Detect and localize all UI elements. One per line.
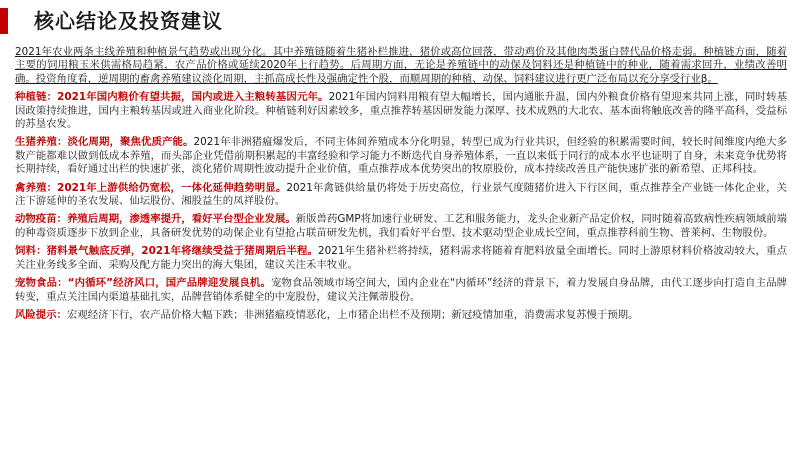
section-label: 生猪养殖：	[15, 136, 68, 149]
section-label: 风险提示：	[15, 308, 67, 321]
title-bar	[0, 0, 800, 40]
page-title: 核心结论及投资建议	[34, 9, 223, 33]
section-headline: 2021年国内粮价有望共振，国内或进入主粮转基因元年。	[57, 91, 329, 104]
report-body	[15, 46, 787, 327]
section-headline: 淡化周期，聚焦优质产能。	[67, 136, 194, 149]
section-headline: 养殖后周期，渗透率提升，看好平台型企业发展。	[67, 213, 296, 226]
section-headline: “内循环”经济风口，国产品牌迎发展良机。	[67, 277, 271, 290]
section-text: 2021年非洲猪瘟爆发后，不同主体间养殖成本分化明显，转型已成为行业共识，但经验的积累需要时间，较长时间维度内绝大多数产能都难以做到低成本养殖，而头部企业凭借前期积累起的丰富经验和学习能力不断迭代自身养殖体系，一直以来低于同行的成本水平也证明了自身，未来竞争优势将长期持续，看好通过出栏的快速扩张，淡化猪价周期性波动提升企业价值，重点推荐成本优势突出的牧原股份，成本持续改善且产能快速扩张的新希望、正邦科技。	[15, 136, 788, 176]
section-headline: 2021年上游供给仍宽松，一体化延伸趋势明显。	[57, 181, 287, 194]
section-label: 动物疫苗：	[15, 213, 67, 226]
title-accent-bar	[0, 8, 8, 34]
section-animal-vaccine	[15, 213, 787, 240]
section-pet-food	[15, 277, 787, 304]
section-poultry	[15, 182, 787, 209]
section-text: 新版兽药GMP将加速行业研发、工艺和服务能力，龙头企业新产品定价权，同时随着高致病性疾病领域前端的种毒资质逐步下放到企业，具备研发优势的动保企业有望抢占联苗研发先机，我们看好平台型、技术驱动型企业成长空间，重点推荐科前生物、普莱柯、生物股份。	[15, 213, 788, 239]
section-label: 饲料：	[15, 245, 47, 258]
section-planting	[15, 91, 787, 131]
section-label: 禽养殖：	[15, 181, 58, 194]
intro-text: 2021年农业两条主线养殖和种植景气趋势或出现分化。其中养殖链随着生猪补栏推进，猪价或高位回落，带动鸡价及其他肉类蛋白替代品价格走弱。种植链方面，随着主要的饲用粮玉米供需格局趋紧，农产品价格或延续2020年上行趋势。后周期方面，无论是养殖链中的动保及饲料还是种植链中的种业，随着需求回升，业绩改善明确。投资角度看，逆周期的畜禽养殖建议淡化周期，主抓高成长性及强确定性个股，而顺周期的种植、动保、饲料建议进行更广泛布局以充分享受行业β。	[15, 46, 787, 85]
section-feed	[15, 245, 787, 272]
section-text: 宏观经济下行，农产品价格大幅下跌；非洲猪瘟疫情恶化，上市猪企出栏不及预期；新冠疫情加重，消费需求复苏慢于预期。	[66, 308, 639, 321]
section-hog-farming	[15, 136, 787, 176]
section-label: 种植链：	[15, 91, 58, 104]
section-text: 2021年国内饲料用粮有望大幅增长，国内通胀升温，国内外粮食价格有望迎来共同上涨，同时转基因政策持续推进，国内主粮转基因或进入商业化阶段。种植链利好因素较多，重点推荐转基因研发能力深厚、技术成熟的大北农、基本面将触底改善的隆平高科，受益标的苏垦农发。	[15, 91, 787, 131]
section-headline: 猪料景气触底反弹，2021年将继续受益于猪周期后半程。	[46, 245, 319, 258]
section-text: 宠物食品领域市场空间大，国内企业在“内循环”经济的背景下，着力发展自身品牌，由代工逐步向打造自主品牌转变，重点关注国内渠道基础扎实，品牌营销体系健全的中宠股份，建议关注佩蒂股份。	[15, 277, 788, 303]
section-label: 宠物食品：	[15, 277, 68, 290]
section-text: 2021年禽链供给量仍将处于历史高位，行业景气度随猪价进入下行区间，重点推荐全产业链一体化企业，关注下游延伸的圣农发展、仙坛股份、湘股益生的凤祥股份。	[15, 181, 788, 208]
section-risk-warning	[15, 309, 787, 322]
intro-paragraph	[15, 46, 787, 86]
section-text: 2021年生猪补栏将持续，猪料需求将随着育肥料放量全面增长。同时上游原材料价格波动较大，重点关注业务线多全面、采购及配方能力突出的海大集团，建议关注禾丰牧业。	[15, 245, 787, 271]
